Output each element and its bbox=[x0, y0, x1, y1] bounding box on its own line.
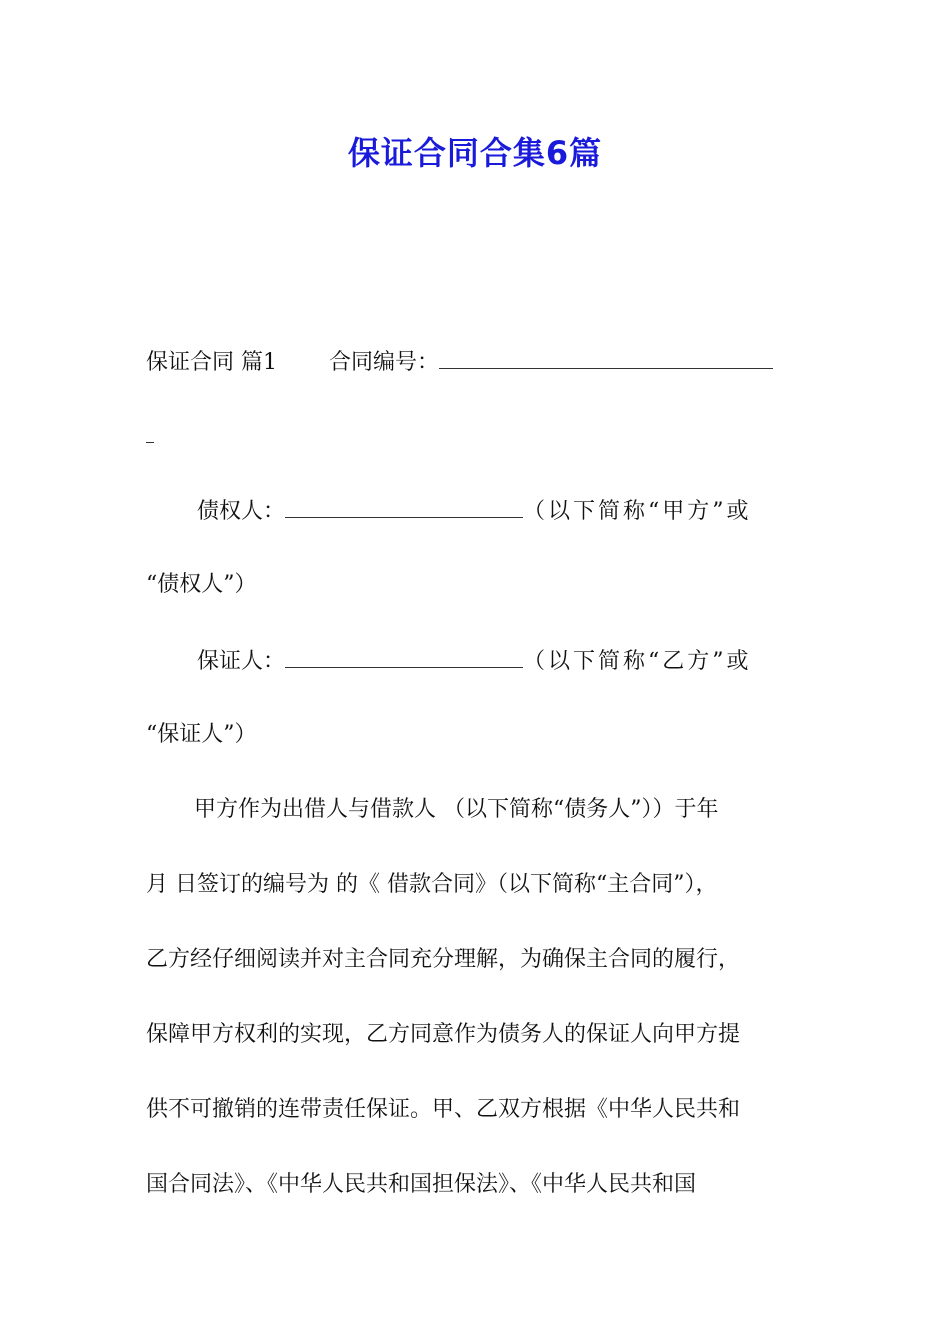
section-label: 保证合同 篇1 bbox=[146, 350, 277, 375]
document-title: 保证合同合集6篇 bbox=[347, 134, 603, 172]
creditor-label: 债权人： bbox=[197, 499, 286, 524]
creditor-alias-line: “债权人”） bbox=[146, 572, 257, 597]
guarantor-abbrev: （以下简称“乙方”或 bbox=[523, 649, 752, 674]
contract-number-continuation bbox=[146, 420, 154, 452]
contract-heading-line bbox=[146, 346, 773, 378]
creditor-line bbox=[197, 495, 752, 527]
contract-number-blank-tail[interactable] bbox=[146, 420, 154, 443]
guarantor-blank[interactable] bbox=[285, 645, 523, 668]
paragraph-line-5: 供不可撤销的连带责任保证。甲、乙双方根据《中华人民共和 bbox=[146, 1097, 741, 1122]
guarantor-line bbox=[197, 645, 752, 677]
paragraph-line-1: 甲方作为出借人与借款人 （以下简称“债务人”））于年 bbox=[194, 797, 719, 822]
contract-number-label: 合同编号： bbox=[329, 350, 440, 375]
paragraph-line-6: 国合同法》、《中华人民共和国担保法》、《中华人民共和国 bbox=[146, 1172, 697, 1197]
paragraph-line-4: 保障甲方权利的实现，乙方同意作为债务人的保证人向甲方提 bbox=[146, 1022, 741, 1047]
paragraph-line-3: 乙方经仔细阅读并对主合同充分理解，为确保主合同的履行， bbox=[146, 947, 741, 972]
contract-number-blank[interactable] bbox=[439, 346, 773, 369]
creditor-abbrev: （以下简称“甲方”或 bbox=[523, 499, 752, 524]
guarantor-label: 保证人： bbox=[197, 649, 286, 674]
paragraph-line-2: 月 日签订的编号为 的《 借款合同》（以下简称“主合同”）， bbox=[146, 872, 718, 897]
creditor-blank[interactable] bbox=[285, 495, 523, 518]
guarantor-alias-line: “保证人”） bbox=[146, 722, 257, 747]
